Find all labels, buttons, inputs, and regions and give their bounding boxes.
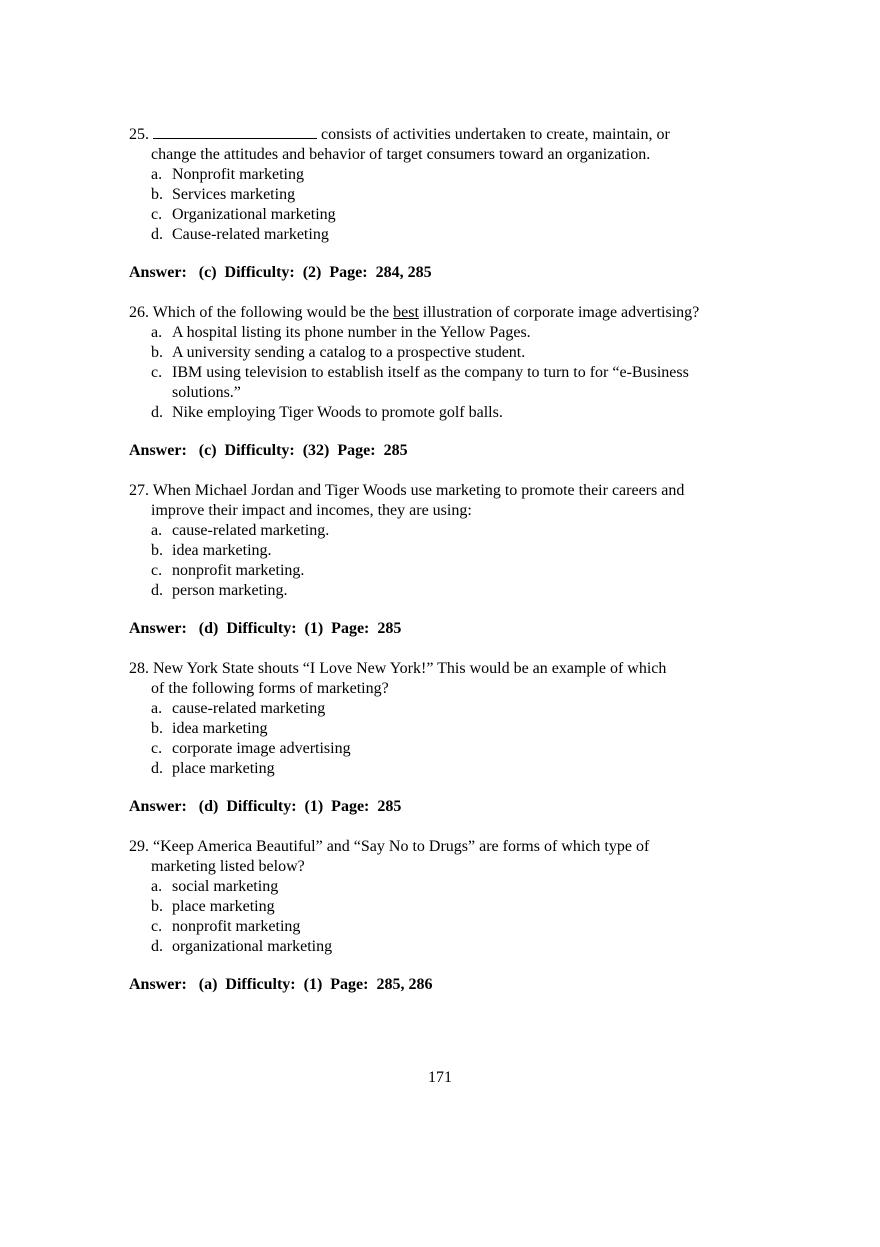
choice-text: cause-related marketing	[172, 700, 326, 717]
document-body	[129, 124, 769, 1015]
choice-a	[129, 699, 769, 719]
choice-text: Services marketing	[172, 186, 296, 203]
question-stem	[129, 124, 769, 145]
question-stem	[129, 481, 769, 501]
choice-text: A hospital listing its phone number in the Yellow Pages.	[172, 324, 531, 341]
question-26	[129, 303, 769, 461]
choice-letter: d.	[151, 404, 163, 421]
choice-letter: a.	[151, 700, 163, 717]
choice-letter: a.	[151, 522, 163, 539]
choice-b	[129, 185, 769, 205]
answer-key: Answer: (d) Difficulty: (1) Page: 285	[129, 798, 402, 815]
stem-text: New York State shouts “I Love New York!” This would be an example of which	[153, 660, 667, 677]
choice-b	[129, 897, 769, 917]
choice-letter: d.	[151, 226, 163, 243]
choice-letter: d.	[151, 582, 163, 599]
choice-c	[129, 561, 769, 581]
choice-a	[129, 877, 769, 897]
answer-choices	[129, 521, 769, 601]
choice-d	[129, 403, 769, 423]
choice-c	[129, 917, 769, 937]
choice-letter: c.	[151, 918, 163, 935]
choice-b	[129, 343, 769, 363]
question-29	[129, 837, 769, 995]
choice-c	[129, 205, 769, 225]
choice-letter: a.	[151, 878, 163, 895]
choice-text: organizational marketing	[172, 938, 333, 955]
choice-b	[129, 719, 769, 739]
choice-letter: b.	[151, 898, 163, 915]
question-number: 25.	[129, 126, 149, 143]
question-number: 26.	[129, 304, 149, 321]
question-25	[129, 124, 769, 283]
choice-letter: b.	[151, 542, 163, 559]
question-number: 29.	[129, 838, 149, 855]
choice-letter: a.	[151, 166, 163, 183]
choice-a	[129, 323, 769, 343]
choice-letter: a.	[151, 324, 163, 341]
stem-text: consists of activities undertaken to create, maintain, or	[321, 126, 670, 143]
choice-text: person marketing.	[172, 582, 288, 599]
choice-d	[129, 937, 769, 957]
choice-text: A university sending a catalog to a prospective student.	[172, 344, 526, 361]
choice-text: corporate image advertising	[172, 740, 351, 757]
choice-letter: c.	[151, 364, 163, 381]
choice-letter: b.	[151, 344, 163, 361]
choice-text: social marketing	[172, 878, 279, 895]
question-number: 27.	[129, 482, 149, 499]
stem-continuation: of the following forms of marketing?	[151, 680, 389, 697]
answer-key: Answer: (a) Difficulty: (1) Page: 285, 286	[129, 976, 433, 993]
choice-letter: c.	[151, 740, 163, 757]
choice-text: Organizational marketing	[172, 206, 336, 223]
answer-key: Answer: (d) Difficulty: (1) Page: 285	[129, 620, 402, 637]
emphasized-word: best	[393, 304, 419, 321]
choice-text: Cause-related marketing	[172, 226, 329, 243]
choice-text: cause-related marketing.	[172, 522, 330, 539]
choice-b	[129, 541, 769, 561]
question-stem	[129, 659, 769, 679]
stem-continuation: change the attitudes and behavior of target consumers toward an organization.	[151, 146, 651, 163]
question-number: 28.	[129, 660, 149, 677]
choice-d	[129, 581, 769, 601]
answer-choices	[129, 323, 769, 423]
answer-key: Answer: (c) Difficulty: (32) Page: 285	[129, 442, 408, 459]
stem-continuation: improve their impact and incomes, they are using:	[151, 502, 472, 519]
choice-text: idea marketing.	[172, 542, 272, 559]
stem-text: illustration of corporate image advertising?	[422, 304, 700, 321]
choice-text: idea marketing	[172, 720, 268, 737]
question-stem	[129, 303, 769, 323]
page-number: 171	[428, 1069, 452, 1086]
stem-text: When Michael Jordan and Tiger Woods use marketing to promote their careers and	[152, 482, 685, 499]
answer-key: Answer: (c) Difficulty: (2) Page: 284, 285	[129, 264, 432, 281]
choice-c	[129, 739, 769, 759]
choice-text: IBM using television to establish itself as the company to turn to for “e-Business	[172, 364, 689, 381]
choice-a	[129, 165, 769, 185]
choice-text: place marketing	[172, 898, 275, 915]
stem-text: Which of the following would be the	[152, 304, 390, 321]
choice-text: Nonprofit marketing	[172, 166, 304, 183]
answer-choices	[129, 877, 769, 957]
choice-text: nonprofit marketing	[172, 918, 301, 935]
choice-letter: d.	[151, 938, 163, 955]
choice-text-continuation: solutions.”	[172, 384, 241, 401]
question-stem	[129, 837, 769, 857]
question-27	[129, 481, 769, 639]
choice-letter: d.	[151, 760, 163, 777]
choice-letter: b.	[151, 186, 163, 203]
choice-a	[129, 521, 769, 541]
question-28	[129, 659, 769, 817]
choice-letter: c.	[151, 206, 163, 223]
choice-letter: c.	[151, 562, 163, 579]
answer-choices	[129, 699, 769, 779]
stem-continuation: marketing listed below?	[151, 858, 305, 875]
choice-letter: b.	[151, 720, 163, 737]
choice-d	[129, 759, 769, 779]
choice-text: place marketing	[172, 760, 275, 777]
fill-in-blank	[153, 124, 317, 139]
choice-text: nonprofit marketing.	[172, 562, 305, 579]
choice-text: Nike employing Tiger Woods to promote golf balls.	[172, 404, 503, 421]
choice-d	[129, 225, 769, 245]
answer-choices	[129, 165, 769, 245]
choice-c	[129, 363, 769, 403]
stem-text: “Keep America Beautiful” and “Say No to Drugs” are forms of which type of	[153, 838, 650, 855]
